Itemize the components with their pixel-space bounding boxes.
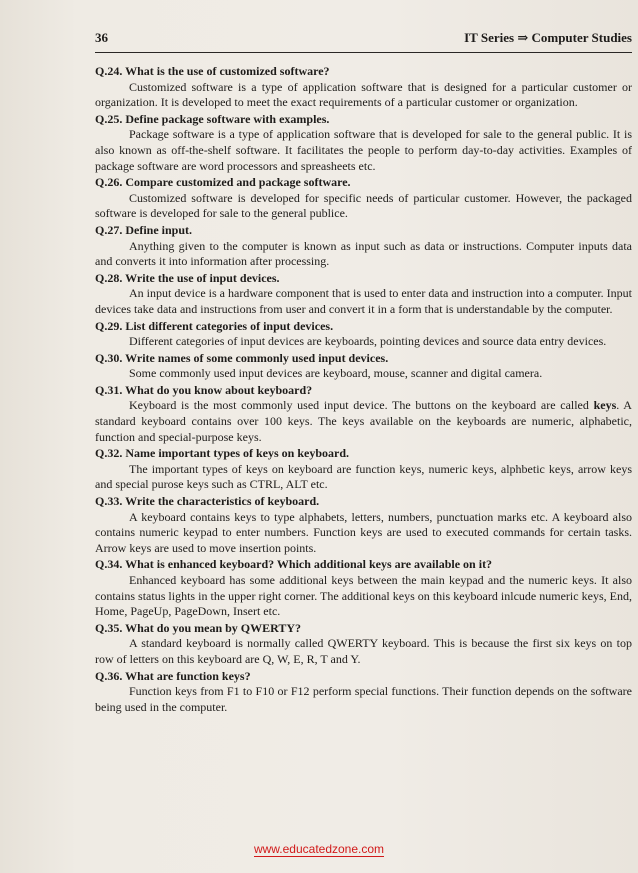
question-27: Q.27. Define input.: [95, 222, 193, 237]
qa-block-24: [95, 64, 632, 111]
question-35: Q.35. What do you mean by QWERTY?: [95, 620, 302, 635]
answer-26: Customized software is developed for specific needs of particular customer. However, the packaged software is developed for sale to the general publice.: [95, 190, 632, 221]
answer-27: Anything given to the computer is known as input such as data or instructions. Computer inputs data and converts it into information after processing.: [95, 238, 632, 269]
page-footer: [0, 842, 638, 856]
answer-34: Enhanced keyboard has some additional keys between the main keypad and the numeric keys. It also contains status lights in the upper right corner. The additional keys on this keyboard inlcude numeric keys, End, Home, PageUp, PageDown, Insert etc.: [95, 573, 632, 619]
question-24: Q.24. What is the use of customized software?: [95, 64, 330, 78]
answer-31-text-end: . A standard keyboard contains over 100 keys. The keys available on the keyboards are numeric, alphabetic, function and special-purpose keys.: [95, 398, 632, 444]
qa-block-29: [95, 319, 632, 350]
page-number: 36: [95, 30, 108, 45]
qa-block-27: [95, 223, 632, 270]
answer-25: Package software is a type of application software that is developed for sale to the general public. It is also known as off-the-shelf software. It facilitates the people to perform day-to-day activities. Examples of package software are word processors and spreasheets etc.: [95, 127, 632, 173]
qa-block-28: [95, 271, 632, 318]
qa-content: [95, 63, 632, 716]
answer-31-keyword: keys: [593, 398, 617, 413]
qa-block-26: [95, 175, 632, 222]
answer-32: The important types of keys on keyboard are function keys, numeric keys, alphbetic keys, arrow keys and special purose keys such as CTRL, ALT etc.: [95, 461, 632, 492]
qa-block-31: [95, 383, 632, 445]
qa-block-25: [95, 112, 632, 174]
answer-31: [95, 398, 632, 445]
question-26: Q.26. Compare customized and package software.: [95, 175, 351, 190]
series-title: IT Series ⇒ Computer Studies: [464, 30, 632, 45]
answer-28: An input device is a hardware component that is used to enter data and instruction into a computer. Input devices take data and instructions from user and convert it in a form that is understandable by the computer.: [95, 286, 632, 316]
question-33: Q.33. Write the characteristics of keyboard.: [95, 494, 320, 509]
answer-31-text-start: Keyboard is the most commonly used input device. The buttons on the keyboard are called: [129, 398, 594, 413]
question-32: Q.32. Name important types of keys on keyboard.: [95, 446, 349, 461]
answer-36: Function keys from F1 to F10 or F12 perform special functions. Their function depends on the software being used in the computer.: [95, 684, 632, 714]
page-header: [95, 30, 632, 53]
qa-block-36: [95, 669, 632, 716]
question-28: Q.28. Write the use of input devices.: [95, 270, 280, 285]
answer-33: A keyboard contains keys to type alphabets, letters, numbers, punctuation marks etc. A keyboard also contains numeric keypad to enter numbers. Function keys are used to executed commands for certain tasks. Arrow keys are used to move insertion points.: [95, 509, 632, 555]
qa-block-33: [95, 494, 632, 556]
qa-block-32: [95, 446, 632, 493]
question-30: Q.30. Write names of some commonly used input devices.: [95, 350, 389, 365]
footer-url-link[interactable]: www.educatedzone.com: [253, 842, 385, 856]
question-36: Q.36. What are function keys?: [95, 668, 251, 683]
qa-block-34: [95, 557, 632, 619]
question-25: Q.25. Define package software with examples.: [95, 111, 330, 126]
answer-35: A standard keyboard is normally called QWERTY keyboard. This is because the first six keys on top row of letters on this keyboard are Q, W, E, R, T and Y.: [95, 636, 632, 666]
question-29: Q.29. List different categories of input devices.: [95, 318, 334, 333]
question-31: Q.31. What do you know about keyboard?: [95, 382, 313, 397]
answer-24: Customized software is a type of application software that is designed for a particular customer or organization. It is developed to meet the exact requirements of a particular customer or organization.: [95, 79, 632, 110]
answer-29: Different categories of input devices are keyboards, pointing devices and source data entry devices.: [129, 334, 607, 349]
question-34: Q.34. What is enhanced keyboard? Which additional keys are available on it?: [95, 557, 493, 572]
qa-block-35: [95, 621, 632, 668]
answer-30: Some commonly used input devices are keyboard, mouse, scanner and digital camera.: [129, 366, 543, 381]
qa-block-30: [95, 351, 632, 382]
